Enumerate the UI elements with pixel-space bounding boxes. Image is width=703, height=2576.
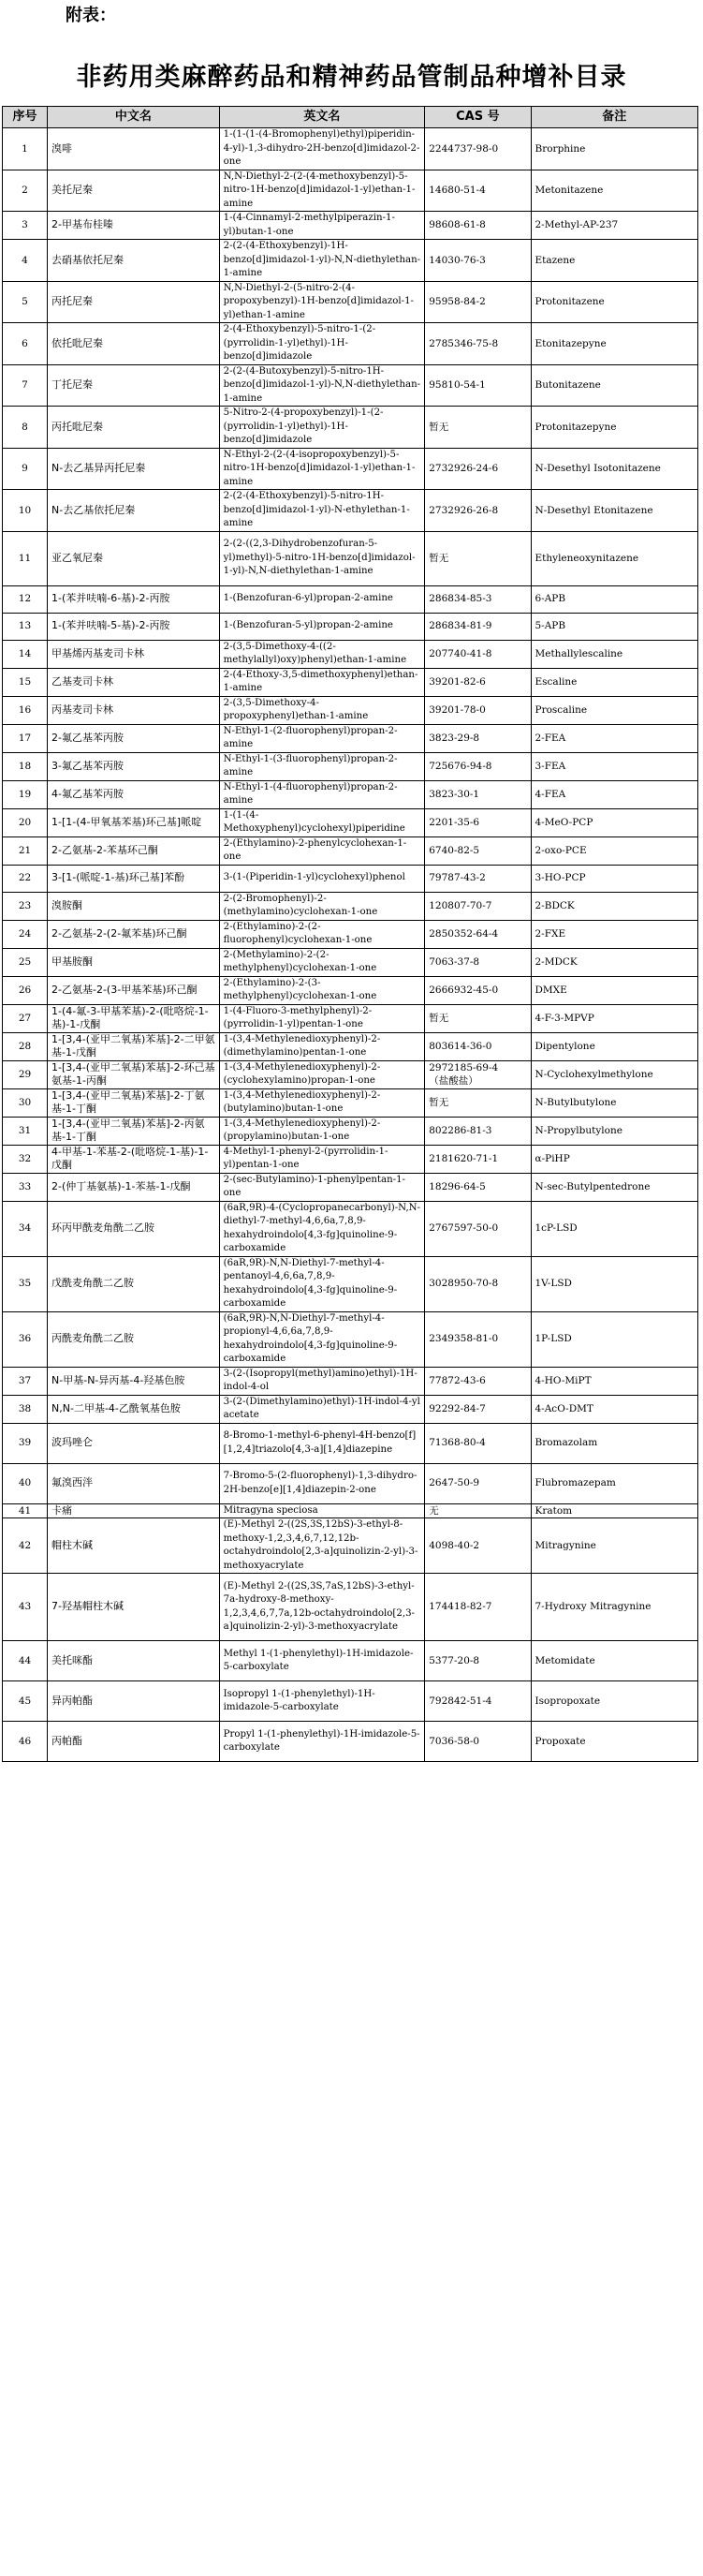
cas-number: 7036-58-0 xyxy=(425,1722,531,1762)
english-name: 4-Methyl-1-phenyl-2-(pyrrolidin-1-yl)pentan-1-one xyxy=(219,1145,425,1173)
english-name: 2-(Ethylamino)-2-(3-methylphenyl)cyclohexan-1-one xyxy=(219,976,425,1004)
note: α-PiHP xyxy=(531,1145,698,1173)
english-name: 5-Nitro-2-(4-propoxybenzyl)-1-(2-(pyrrolidin-1-yl)ethyl)-1H-benzo[d]imidazole xyxy=(219,407,425,449)
chinese-name: 丙托吡尼秦 xyxy=(48,407,220,449)
chinese-name: 依托吡尼秦 xyxy=(48,323,220,365)
cas-number: 79787-43-2 xyxy=(425,865,531,892)
table-row xyxy=(3,808,698,836)
cas-number: 98608-61-8 xyxy=(425,212,531,240)
row-number: 45 xyxy=(3,1681,48,1722)
chinese-name: 甲基烯丙基麦司卡林 xyxy=(48,640,220,668)
header-note: 备注 xyxy=(531,107,698,128)
note: 1cP-LSD xyxy=(531,1201,698,1256)
english-name: (6aR,9R)-N,N-Diethyl-7-methyl-4-pentanoyl-4,6,6a,7,8,9-hexahydroindolo[4,3-fg]quinoline-9-carboxamide xyxy=(219,1256,425,1311)
cas-number: 14030-76-3 xyxy=(425,240,531,282)
row-number: 26 xyxy=(3,976,48,1004)
cas-number: 2349358-81-0 xyxy=(425,1311,531,1367)
chinese-name: N,N-二甲基-4-乙酰氧基色胺 xyxy=(48,1395,220,1423)
header-cas: CAS 号 xyxy=(425,107,531,128)
chinese-name: 丙帕酯 xyxy=(48,1722,220,1762)
row-number: 41 xyxy=(3,1503,48,1518)
cas-number: 39201-78-0 xyxy=(425,696,531,724)
english-name: Propyl 1-(1-phenylethyl)-1H-imidazole-5-carboxylate xyxy=(219,1722,425,1762)
note: 1P-LSD xyxy=(531,1311,698,1367)
cas-number: 803614-36-0 xyxy=(425,1032,531,1060)
note: Protonitazepyne xyxy=(531,407,698,449)
table-row xyxy=(3,1574,698,1641)
note: 5-APB xyxy=(531,613,698,640)
row-number: 21 xyxy=(3,836,48,865)
cas-number: 2850352-64-4 xyxy=(425,920,531,948)
english-name: 1-(3,4-Methylenedioxyphenyl)-2-(cyclohexylamino)propan-1-one xyxy=(219,1060,425,1088)
row-number: 22 xyxy=(3,865,48,892)
chinese-name: 4-甲基-1-苯基-2-(吡咯烷-1-基)-1-戊酮 xyxy=(48,1145,220,1173)
english-name: (6aR,9R)-N,N-Diethyl-7-methyl-4-propionyl-4,6,6a,7,8,9-hexahydroindolo[4,3-fg]quinoline-9-carboxamide xyxy=(219,1311,425,1367)
cas-number: 802286-81-3 xyxy=(425,1117,531,1145)
row-number: 28 xyxy=(3,1032,48,1060)
table-row xyxy=(3,1641,698,1681)
cas-number: 71368-80-4 xyxy=(425,1423,531,1463)
cas-number: 92292-84-7 xyxy=(425,1395,531,1423)
english-name: Mitragyna speciosa xyxy=(219,1503,425,1518)
english-name: (E)-Methyl 2-((2S,3S,7aS,12bS)-3-ethyl-7a-hydroxy-8-methoxy-1,2,3,4,6,7,7a,12b-octahydroindolo[2,3-a]quinolizin-2-yl)-3-methoxyacrylate xyxy=(219,1574,425,1641)
note: 2-FEA xyxy=(531,724,698,752)
note: Escaline xyxy=(531,668,698,696)
english-name: 2-(3,5-Dimethoxy-4-propoxyphenyl)ethan-1-amine xyxy=(219,696,425,724)
row-number: 23 xyxy=(3,892,48,920)
cas-number: 2972185-69-4 （盐酸盐） xyxy=(425,1060,531,1088)
row-number: 15 xyxy=(3,668,48,696)
note: DMXE xyxy=(531,976,698,1004)
english-name: N-Ethyl-1-(3-fluorophenyl)propan-2-amine xyxy=(219,752,425,780)
table-row xyxy=(3,1518,698,1574)
note: 3-HO-PCP xyxy=(531,865,698,892)
english-name: 2-(2-((2,3-Dihydrobenzofuran-5-yl)methyl)-5-nitro-1H-benzo[d]imidazol-1-yl)-N,N-diethylethan-1-amine xyxy=(219,531,425,585)
table-row xyxy=(3,724,698,752)
row-number: 20 xyxy=(3,808,48,836)
cas-number: 暂无 xyxy=(425,1088,531,1117)
chinese-name: 3-氟乙基苯丙胺 xyxy=(48,752,220,780)
table-row xyxy=(3,696,698,724)
cas-number: 286834-85-3 xyxy=(425,585,531,613)
table-row xyxy=(3,281,698,323)
row-number: 11 xyxy=(3,531,48,585)
cas-number: 2732926-24-6 xyxy=(425,448,531,490)
table-row xyxy=(3,1088,698,1117)
row-number: 19 xyxy=(3,780,48,808)
english-name: (6aR,9R)-4-(Cyclopropanecarbonyl)-N,N-diethyl-7-methyl-4,6,6a,7,8,9-hexahydroindolo[4,3-fg]quinoline-9-carboxamide xyxy=(219,1201,425,1256)
note: Propoxate xyxy=(531,1722,698,1762)
table-row xyxy=(3,836,698,865)
chinese-name: 丙托尼秦 xyxy=(48,281,220,323)
english-name: 1-(4-Cinnamyl-2-methylpiperazin-1-yl)butan-1-one xyxy=(219,212,425,240)
row-number: 9 xyxy=(3,448,48,490)
chinese-name: 1-(4-氟-3-甲基苯基)-2-(吡咯烷-1-基)-1-戊酮 xyxy=(48,1004,220,1032)
note: N-Propylbutylone xyxy=(531,1117,698,1145)
cas-number: 2785346-75-8 xyxy=(425,323,531,365)
row-number: 40 xyxy=(3,1463,48,1503)
english-name: 2-(2-Bromophenyl)-2-(methylamino)cyclohexan-1-one xyxy=(219,892,425,920)
english-name: 1-(3,4-Methylenedioxyphenyl)-2-(dimethylamino)pentan-1-one xyxy=(219,1032,425,1060)
note: Metomidate xyxy=(531,1641,698,1681)
chinese-name: 2-乙氨基-2-(3-甲基苯基)环己酮 xyxy=(48,976,220,1004)
cas-number: 2201-35-6 xyxy=(425,808,531,836)
row-number: 38 xyxy=(3,1395,48,1423)
note: N-Desethyl Isotonitazene xyxy=(531,448,698,490)
chinese-name: 1-[3,4-(亚甲二氧基)苯基]-2-二甲氨基-1-戊酮 xyxy=(48,1032,220,1060)
row-number: 5 xyxy=(3,281,48,323)
note: 3-FEA xyxy=(531,752,698,780)
note: 7-Hydroxy Mitragynine xyxy=(531,1574,698,1641)
english-name: 3-(2-(Isopropyl(methyl)amino)ethyl)-1H-indol-4-ol xyxy=(219,1367,425,1395)
note: Metonitazene xyxy=(531,170,698,212)
table-row xyxy=(3,976,698,1004)
row-number: 35 xyxy=(3,1256,48,1311)
note: Methallylescaline xyxy=(531,640,698,668)
row-number: 34 xyxy=(3,1201,48,1256)
note: Etazene xyxy=(531,240,698,282)
table-row xyxy=(3,1503,698,1518)
cas-number: 95810-54-1 xyxy=(425,364,531,407)
english-name: 8-Bromo-1-methyl-6-phenyl-4H-benzo[f][1,2,4]triazolo[4,3-a][1,4]diazepine xyxy=(219,1423,425,1463)
chinese-name: 1-[3,4-(亚甲二氧基)苯基]-2-丁氨基-1-丁酮 xyxy=(48,1088,220,1117)
english-name: N,N-Diethyl-2-(2-(4-methoxybenzyl)-5-nitro-1H-benzo[d]imidazol-1-yl)ethan-1-amine xyxy=(219,170,425,212)
chinese-name: 2-乙氨基-2-苯基环己酮 xyxy=(48,836,220,865)
note: N-Butylbutylone xyxy=(531,1088,698,1117)
chinese-name: 去硝基依托尼秦 xyxy=(48,240,220,282)
cas-number: 暂无 xyxy=(425,1004,531,1032)
chinese-name: 美托尼秦 xyxy=(48,170,220,212)
note: N-sec-Butylpentedrone xyxy=(531,1173,698,1201)
cas-number: 18296-64-5 xyxy=(425,1173,531,1201)
english-name: 2-(2-(4-Butoxybenzyl)-5-nitro-1H-benzo[d]imidazol-1-yl)-N,N-diethylethan-1-amine xyxy=(219,364,425,407)
row-number: 12 xyxy=(3,585,48,613)
table-row xyxy=(3,170,698,212)
row-number: 14 xyxy=(3,640,48,668)
chinese-name: 波玛唑仑 xyxy=(48,1423,220,1463)
row-number: 10 xyxy=(3,490,48,532)
chinese-name: 1-(苯并呋喃-5-基)-2-丙胺 xyxy=(48,613,220,640)
table-header-row xyxy=(3,107,698,128)
cas-number: 7063-37-8 xyxy=(425,948,531,976)
table-row xyxy=(3,640,698,668)
chinese-name: 乙基麦司卡林 xyxy=(48,668,220,696)
attachment-label: 附表： xyxy=(66,6,116,25)
chinese-name: 溴胺酮 xyxy=(48,892,220,920)
row-number: 30 xyxy=(3,1088,48,1117)
table-row xyxy=(3,212,698,240)
note: 4-MeO-PCP xyxy=(531,808,698,836)
english-name: 1-(1-(1-(4-Bromophenyl)ethyl)piperidin-4-yl)-1,3-dihydro-2H-benzo[d]imidazol-2-one xyxy=(219,128,425,170)
chinese-name: 2-甲基布桂嗪 xyxy=(48,212,220,240)
english-name: 2-(2-(4-Ethoxybenzyl)-5-nitro-1H-benzo[d]imidazol-1-yl)-N-ethylethan-1-amine xyxy=(219,490,425,532)
note: Brorphine xyxy=(531,128,698,170)
chinese-name: 丁托尼秦 xyxy=(48,364,220,407)
row-number: 29 xyxy=(3,1060,48,1088)
note: 2-Methyl-AP-237 xyxy=(531,212,698,240)
table-row xyxy=(3,752,698,780)
chinese-name: N-甲基-N-异丙基-4-羟基色胺 xyxy=(48,1367,220,1395)
english-name: Methyl 1-(1-phenylethyl)-1H-imidazole-5-carboxylate xyxy=(219,1641,425,1681)
cas-number: 3823-29-8 xyxy=(425,724,531,752)
note: 2-oxo-PCE xyxy=(531,836,698,865)
row-number: 16 xyxy=(3,696,48,724)
english-name: Isopropyl 1-(1-phenylethyl)-1H-imidazole-5-carboxylate xyxy=(219,1681,425,1722)
table-row xyxy=(3,1722,698,1762)
cas-number: 2732926-26-8 xyxy=(425,490,531,532)
table-row xyxy=(3,490,698,532)
cas-number: 2181620-71-1 xyxy=(425,1145,531,1173)
row-number: 44 xyxy=(3,1641,48,1681)
note: N-Desethyl Etonitazene xyxy=(531,490,698,532)
table-row xyxy=(3,1032,698,1060)
cas-number: 95958-84-2 xyxy=(425,281,531,323)
table-row xyxy=(3,1367,698,1395)
note: Ethyleneoxynitazene xyxy=(531,531,698,585)
table-row xyxy=(3,1117,698,1145)
table-row xyxy=(3,1395,698,1423)
chinese-name: 1-[3,4-(亚甲二氧基)苯基]-2-丙氨基-1-丁酮 xyxy=(48,1117,220,1145)
chinese-name: 氟溴西泮 xyxy=(48,1463,220,1503)
cas-number: 725676-94-8 xyxy=(425,752,531,780)
table-row xyxy=(3,1060,698,1088)
cas-number: 3028950-70-8 xyxy=(425,1256,531,1311)
chinese-name: 异丙帕酯 xyxy=(48,1681,220,1722)
note: Kratom xyxy=(531,1503,698,1518)
cas-number: 2666932-45-0 xyxy=(425,976,531,1004)
english-name: 2-(Ethylamino)-2-phenylcyclohexan-1-one xyxy=(219,836,425,865)
table-row xyxy=(3,1423,698,1463)
page-title: 非药用类麻醉药品和精神药品管制品种增补目录 xyxy=(76,63,627,92)
row-number: 25 xyxy=(3,948,48,976)
note: Flubromazepam xyxy=(531,1463,698,1503)
row-number: 1 xyxy=(3,128,48,170)
english-name: 1-(3,4-Methylenedioxyphenyl)-2-(butylamino)butan-1-one xyxy=(219,1088,425,1117)
chinese-name: 溴啡 xyxy=(48,128,220,170)
note: 1V-LSD xyxy=(531,1256,698,1311)
row-number: 27 xyxy=(3,1004,48,1032)
cas-number: 5377-20-8 xyxy=(425,1641,531,1681)
english-name: 1-(1-(4-Methoxyphenyl)cyclohexyl)piperidine xyxy=(219,808,425,836)
chinese-name: 丙基麦司卡林 xyxy=(48,696,220,724)
table-row xyxy=(3,1311,698,1367)
chinese-name: 4-氟乙基苯丙胺 xyxy=(48,780,220,808)
cas-number: 120807-70-7 xyxy=(425,892,531,920)
cas-number: 77872-43-6 xyxy=(425,1367,531,1395)
chinese-name: 1-[3,4-(亚甲二氧基)苯基]-2-环己基氨基-1-丙酮 xyxy=(48,1060,220,1088)
english-name: 2-(Ethylamino)-2-(2-fluorophenyl)cyclohexan-1-one xyxy=(219,920,425,948)
english-name: 2-(Methylamino)-2-(2-methylphenyl)cyclohexan-1-one xyxy=(219,948,425,976)
table-row xyxy=(3,1173,698,1201)
table-row xyxy=(3,1463,698,1503)
note: 2-FXE xyxy=(531,920,698,948)
table-row xyxy=(3,585,698,613)
table-row xyxy=(3,780,698,808)
note: Etonitazepyne xyxy=(531,323,698,365)
chinese-name: N-去乙基依托尼秦 xyxy=(48,490,220,532)
cas-number: 暂无 xyxy=(425,531,531,585)
english-name: 3-(1-(Piperidin-1-yl)cyclohexyl)phenol xyxy=(219,865,425,892)
header-no: 序号 xyxy=(3,107,48,128)
row-number: 24 xyxy=(3,920,48,948)
english-name: 1-(Benzofuran-5-yl)propan-2-amine xyxy=(219,613,425,640)
row-number: 39 xyxy=(3,1423,48,1463)
cas-number: 174418-82-7 xyxy=(425,1574,531,1641)
table-row xyxy=(3,920,698,948)
cas-number: 6740-82-5 xyxy=(425,836,531,865)
english-name: 3-(2-(Dimethylamino)ethyl)-1H-indol-4-yl acetate xyxy=(219,1395,425,1423)
chinese-name: 7-羟基帽柱木碱 xyxy=(48,1574,220,1641)
table-row xyxy=(3,668,698,696)
row-number: 7 xyxy=(3,364,48,407)
table-row xyxy=(3,1256,698,1311)
table-row xyxy=(3,128,698,170)
row-number: 4 xyxy=(3,240,48,282)
row-number: 8 xyxy=(3,407,48,449)
english-name: 2-(4-Ethoxy-3,5-dimethoxyphenyl)ethan-1-amine xyxy=(219,668,425,696)
note: 4-HO-MiPT xyxy=(531,1367,698,1395)
english-name: 2-(3,5-Dimethoxy-4-((2-methylallyl)oxy)phenyl)ethan-1-amine xyxy=(219,640,425,668)
row-number: 33 xyxy=(3,1173,48,1201)
chinese-name: 2-乙氨基-2-(2-氟苯基)环己酮 xyxy=(48,920,220,948)
english-name: (E)-Methyl 2-((2S,3S,12bS)-3-ethyl-8-methoxy-1,2,3,4,6,7,12,12b-octahydroindolo[2,3-a]quinolizin-2-yl)-3-methoxyacrylate xyxy=(219,1518,425,1574)
english-name: 1-(Benzofuran-6-yl)propan-2-amine xyxy=(219,585,425,613)
row-number: 13 xyxy=(3,613,48,640)
note: Isopropoxate xyxy=(531,1681,698,1722)
note: Butonitazene xyxy=(531,364,698,407)
row-number: 42 xyxy=(3,1518,48,1574)
table-row xyxy=(3,613,698,640)
row-number: 2 xyxy=(3,170,48,212)
chinese-name: 丙酰麦角酰二乙胺 xyxy=(48,1311,220,1367)
header-chinese-name: 中文名 xyxy=(48,107,220,128)
english-name: 7-Bromo-5-(2-fluorophenyl)-1,3-dihydro-2H-benzo[e][1,4]diazepin-2-one xyxy=(219,1463,425,1503)
english-name: 1-(4-Fluoro-3-methylphenyl)-2-(pyrrolidin-1-yl)pentan-1-one xyxy=(219,1004,425,1032)
header-english-name: 英文名 xyxy=(219,107,425,128)
row-number: 31 xyxy=(3,1117,48,1145)
chinese-name: 卡痛 xyxy=(48,1503,220,1518)
cas-number: 207740-41-8 xyxy=(425,640,531,668)
chinese-name: 帽柱木碱 xyxy=(48,1518,220,1574)
row-number: 17 xyxy=(3,724,48,752)
cas-number: 286834-81-9 xyxy=(425,613,531,640)
row-number: 37 xyxy=(3,1367,48,1395)
table-row xyxy=(3,1201,698,1256)
chinese-name: 环丙甲酰麦角酰二乙胺 xyxy=(48,1201,220,1256)
note: Dipentylone xyxy=(531,1032,698,1060)
note: 2-BDCK xyxy=(531,892,698,920)
english-name: 1-(3,4-Methylenedioxyphenyl)-2-(propylamino)butan-1-one xyxy=(219,1117,425,1145)
note: Protonitazene xyxy=(531,281,698,323)
chinese-name: 亚乙氧尼秦 xyxy=(48,531,220,585)
cas-number: 2767597-50-0 xyxy=(425,1201,531,1256)
cas-number: 3823-30-1 xyxy=(425,780,531,808)
cas-number: 14680-51-4 xyxy=(425,170,531,212)
note: Mitragynine xyxy=(531,1518,698,1574)
chinese-name: 美托咪酯 xyxy=(48,1641,220,1681)
cas-number: 4098-40-2 xyxy=(425,1518,531,1574)
note: 4-FEA xyxy=(531,780,698,808)
row-number: 18 xyxy=(3,752,48,780)
table-row xyxy=(3,407,698,449)
chinese-name: 1-[1-(4-甲氧基苯基)环己基]哌啶 xyxy=(48,808,220,836)
row-number: 46 xyxy=(3,1722,48,1762)
row-number: 6 xyxy=(3,323,48,365)
note: 2-MDCK xyxy=(531,948,698,976)
note: N-Cyclohexylmethylone xyxy=(531,1060,698,1088)
english-name: N,N-Diethyl-2-(5-nitro-2-(4-propoxybenzyl)-1H-benzo[d]imidazol-1-yl)ethan-1-amine xyxy=(219,281,425,323)
row-number: 43 xyxy=(3,1574,48,1641)
english-name: 2-(2-(4-Ethoxybenzyl)-1H-benzo[d]imidazol-1-yl)-N,N-diethylethan-1-amine xyxy=(219,240,425,282)
table-row xyxy=(3,948,698,976)
note: 4-AcO-DMT xyxy=(531,1395,698,1423)
table-row xyxy=(3,1681,698,1722)
cas-number: 39201-82-6 xyxy=(425,668,531,696)
chinese-name: 2-氟乙基苯丙胺 xyxy=(48,724,220,752)
table-row xyxy=(3,1145,698,1173)
table-row xyxy=(3,1004,698,1032)
cas-number: 暂无 xyxy=(425,407,531,449)
english-name: N-Ethyl-1-(2-fluorophenyl)propan-2-amine xyxy=(219,724,425,752)
chinese-name: 2-(仲丁基氨基)-1-苯基-1-戊酮 xyxy=(48,1173,220,1201)
chinese-name: N-去乙基异丙托尼秦 xyxy=(48,448,220,490)
table-row xyxy=(3,364,698,407)
table-row xyxy=(3,892,698,920)
row-number: 32 xyxy=(3,1145,48,1173)
chinese-name: 1-(苯并呋喃-6-基)-2-丙胺 xyxy=(48,585,220,613)
controlled-substances-table xyxy=(2,106,698,1762)
note: Proscaline xyxy=(531,696,698,724)
cas-number: 2647-50-9 xyxy=(425,1463,531,1503)
cas-number: 792842-51-4 xyxy=(425,1681,531,1722)
english-name: 2-(sec-Butylamino)-1-phenylpentan-1-one xyxy=(219,1173,425,1201)
row-number: 3 xyxy=(3,212,48,240)
table-row xyxy=(3,240,698,282)
table-row xyxy=(3,531,698,585)
table-row xyxy=(3,448,698,490)
note: 6-APB xyxy=(531,585,698,613)
english-name: N-Ethyl-2-(2-(4-isopropoxybenzyl)-5-nitro-1H-benzo[d]imidazol-1-yl)ethan-1-amine xyxy=(219,448,425,490)
cas-note: （盐酸盐） xyxy=(429,1075,478,1087)
chinese-name: 甲基胺酮 xyxy=(48,948,220,976)
chinese-name: 戊酰麦角酰二乙胺 xyxy=(48,1256,220,1311)
note: Bromazolam xyxy=(531,1423,698,1463)
row-number: 36 xyxy=(3,1311,48,1367)
chinese-name: 3-[1-(哌啶-1-基)环己基]苯酚 xyxy=(48,865,220,892)
table-row xyxy=(3,865,698,892)
english-name: N-Ethyl-1-(4-fluorophenyl)propan-2-amine xyxy=(219,780,425,808)
cas-number: 无 xyxy=(425,1503,531,1518)
note: 4-F-3-MPVP xyxy=(531,1004,698,1032)
english-name: 2-(4-Ethoxybenzyl)-5-nitro-1-(2-(pyrrolidin-1-yl)ethyl)-1H-benzo[d]imidazole xyxy=(219,323,425,365)
table-row xyxy=(3,323,698,365)
cas-number: 2244737-98-0 xyxy=(425,128,531,170)
